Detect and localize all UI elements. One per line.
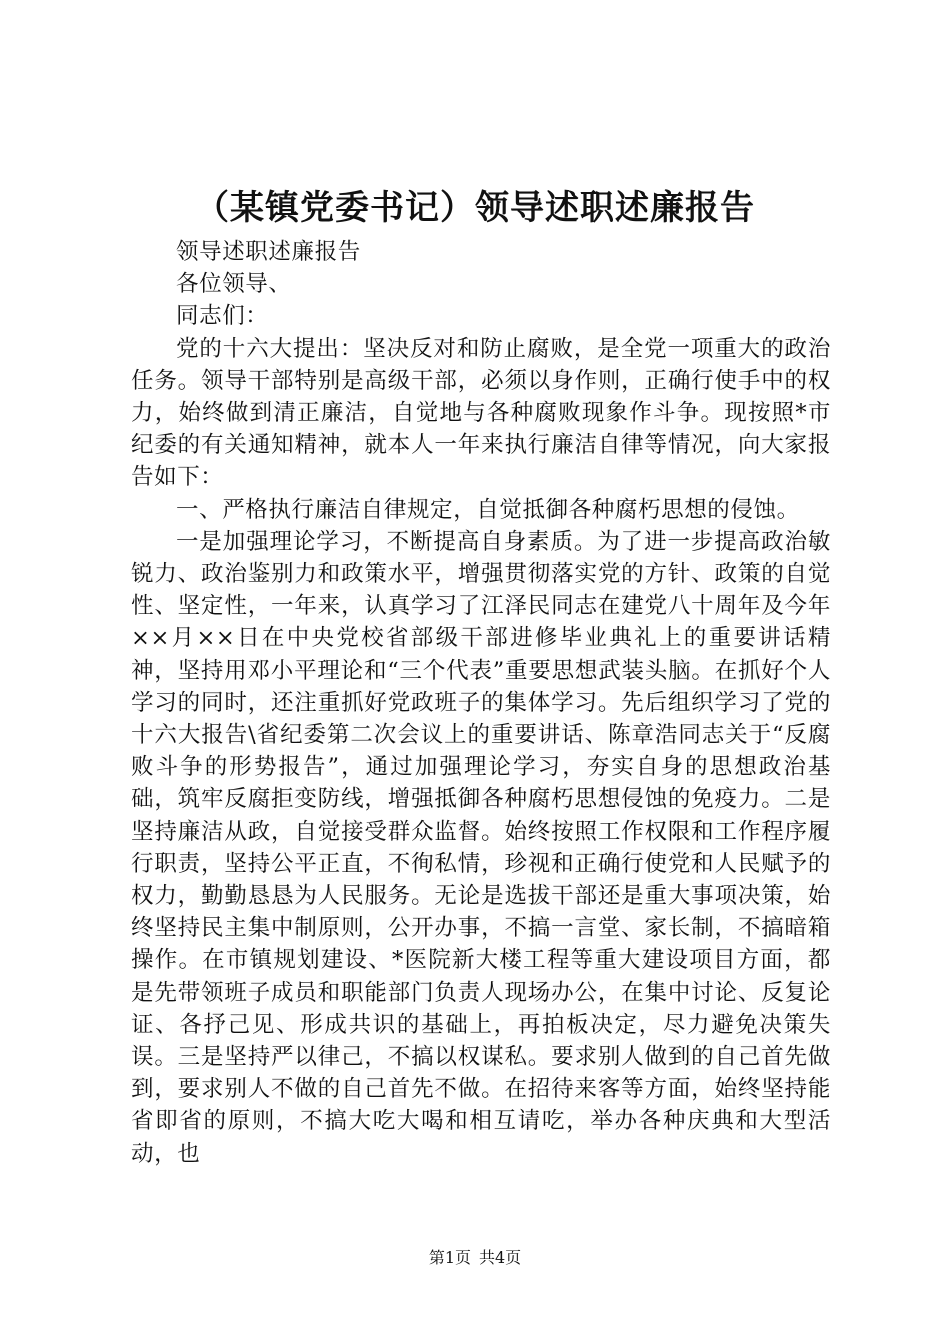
page-total: 共4页 (479, 1248, 522, 1267)
paragraph-salutation-comrades: 同志们： (176, 303, 269, 330)
document-title: （某镇党委书记）领导述职述廉报告 (195, 188, 755, 228)
paragraph-salutation-leaders: 各位领导、 (176, 271, 292, 298)
paragraph-subtitle: 领导述职述廉报告 (176, 239, 361, 265)
paragraph-main: 一是加强理论学习，不断提高自身素质。为了进一步提高政治敏锐力、政治鉴别力和政策水平，增强贯彻落实党的方针、政策的自觉性、坚定性，一年来，认真学习了江泽民同志在建党八十周年及今年××月××日在中央党校省部级干部进修毕业典礼上的重要讲话精神，坚持用邓小平理论和“三个代表”重要思想武装头脑。在抓好个人学习的同时，还注重抓好党政班子的集体学习。先后组织学习了党的十六大报告\省纪委第二次会议上的重要讲话、陈章浩同志关于“反腐败斗争的形势报告”，通过加强理论学习，夯实自身的思想政治基础，筑牢反腐拒变防线，增强抵御各种腐朽思想侵蚀的免疫力。二是坚持廉洁从政，自觉接受群众监督。始终按照工作权限和工作程序履行职责，坚持公平正直，不徇私情，珍视和正确行使党和人民赋予的权力，勤勤恳恳为人民服务。无论是选拔干部还是重大事项决策，始终坚持民主集中制原则，公开办事，不搞一言堂、家长制，不搞暗箱操作。在市镇规划建设、*医院新大楼工程等重大建设项目方面，都是先带领班子成员和职能部门负责人现场办公，在集中讨论、反复论证、各抒己见、形成共识的基础上，再拍板决定，尽力避免决策失误。三是坚持严以律己，不搞以权谋私。要求别人做到的自己首先做到，要求别人不做的自己首先不做。在招待来客等方面，始终坚持能省即省的原则，不搞大吃大喝和相互请吃，举办各种庆典和大型活动，也 (131, 528, 831, 1167)
paragraph-intro: 党的十六大提出：坚决反对和防止腐败，是全党一项重大的政治任务。领导干部特别是高级干部，必须以身作则，正确行使手中的权力，始终做到清正廉洁，自觉地与各种腐败现象作斗争。现按照*市纪委的有关通知精神，就本人一年来执行廉洁自律等情况，向大家报告如下： (131, 335, 831, 491)
paragraph-section-heading: 一、严格执行廉洁自律规定，自觉抵御各种腐朽思想的侵蚀。 (176, 496, 800, 523)
document-body (131, 236, 831, 1170)
page-footer (0, 1246, 950, 1270)
page-number: 第1页 (428, 1248, 471, 1267)
